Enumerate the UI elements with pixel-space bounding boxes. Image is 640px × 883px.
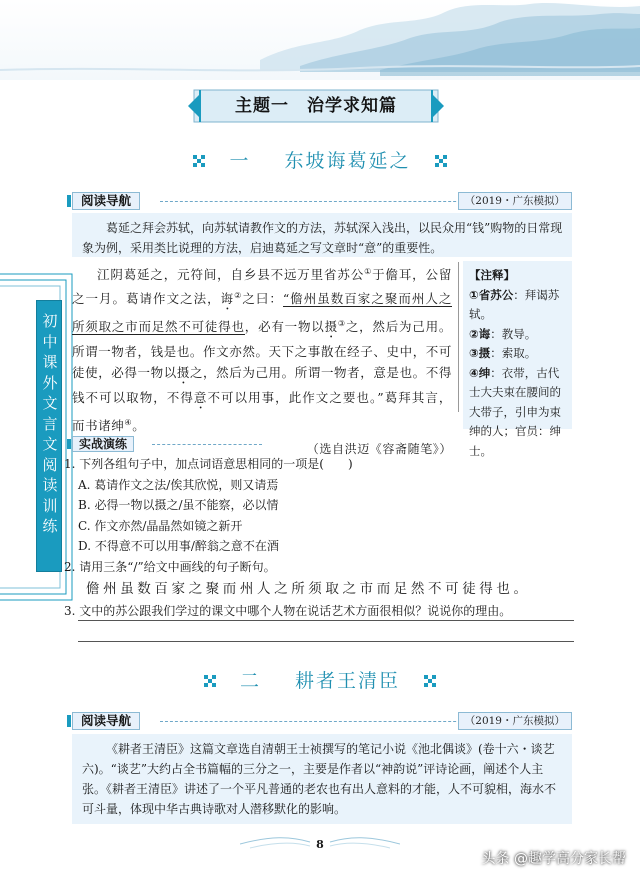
exercise-tag: 实战演练 <box>72 436 134 452</box>
answer-line[interactable] <box>78 641 574 642</box>
section-1-passage <box>72 261 452 460</box>
section-1-guide-header <box>72 192 572 210</box>
note-item: ④绅：衣带，古代士大夫束在腰间的大带子，引申为束绅的人；官员：绅士。 <box>469 365 561 458</box>
reading-guide-tag: 阅读导航 <box>72 192 140 210</box>
section-2-guide-box <box>72 734 572 824</box>
knot-ornament-icon <box>422 673 438 689</box>
passage-citation: （选自洪迈《容斋随笔》） <box>306 441 452 456</box>
section-2-name: 耕者王清臣 <box>295 670 401 692</box>
reading-guide-tag: 阅读导航 <box>72 712 140 730</box>
question-3: 3. 文中的苏公跟我们学过的课文中哪个人物在说话艺术方面很相似？说说你的理由。 <box>64 604 512 618</box>
watermark: 头条 @趣学高分家长帮 <box>481 851 626 867</box>
question-2-sentence: 儋州虽数百家之聚而州人之所须取之市而足然不可徒得也。 <box>86 581 531 597</box>
passage-notes-divider <box>458 262 459 412</box>
option-a: A. 葛请作文之法/俟其欣悦，则又请焉 <box>78 477 279 492</box>
note-item: ③摄：索取。 <box>469 346 537 360</box>
section-1-title <box>0 146 640 173</box>
top-mountain-decoration <box>0 0 640 80</box>
exercise-questions <box>64 454 574 622</box>
theme-title: 主题一 治学求知篇 <box>235 96 397 116</box>
section-2-guide-header <box>72 712 572 730</box>
knot-ornament-icon <box>433 153 449 169</box>
side-label-text: 初 中 课 外 文 言 文 阅 读 训 练 <box>42 312 58 535</box>
notes-title: 【注释】 <box>469 268 515 282</box>
section-1-guide-box <box>72 213 572 257</box>
underlined-sentence: “儋州虽数百家之聚而州人之所须取之市而足然不可徒得也 <box>72 291 452 335</box>
note-item: ①省苏公：拜谒苏轼。 <box>469 287 560 321</box>
theme-banner <box>188 86 444 126</box>
dashed-divider <box>160 201 476 202</box>
exercise-header <box>72 436 272 452</box>
side-label-bar <box>36 300 62 572</box>
note-item: ②诲：教导。 <box>469 326 537 341</box>
section-2-title <box>0 666 640 693</box>
question-1: 1. 下列各组句子中，加点词语意思相同的一项是( ) <box>64 457 353 471</box>
question-2: 2. 请用三条“/”给文中画线的句子断句。 <box>64 559 276 574</box>
answer-line[interactable] <box>78 620 574 621</box>
option-c: C. 作文亦然/晶晶然如镜之新开 <box>78 518 243 533</box>
option-b: B. 必得一物以摄之/虽不能察，必以情 <box>78 498 279 512</box>
section-2-number: 二 <box>239 670 261 692</box>
page-number: 8 <box>316 838 324 851</box>
knot-ornament-icon <box>202 673 218 689</box>
source-badge: （2019・广东模拟） <box>458 712 572 730</box>
section-1-name: 东坡诲葛延之 <box>284 150 411 172</box>
dashed-divider <box>160 721 476 722</box>
source-badge: （2019・广东模拟） <box>458 192 572 210</box>
guide-text: 《耕者王清臣》这篇文章选自清朝王士祯撰写的笔记小说《池北偶谈》(卷十六・谈艺六)。“谈艺”大约占全书篇幅的三分之一，主要是作者以“神韵说”评诗论画，阐述个人主张。《耕者王清臣》讲述了一个平凡普通的老农也有出人意料的才能，人不可貌相，海水不可斗量，体现中华古典诗歌对人潜移默化的影响。 <box>82 742 557 816</box>
dashed-divider <box>152 444 262 445</box>
option-d: D. 不得意不可以用事/醉翁之意不在酒 <box>78 539 279 553</box>
section-1-number: 一 <box>229 150 251 172</box>
passage-paragraph: 江阴葛延之，元符间，自乡县不远万里省苏公①于儋耳，公留之一月。葛请作文之法，诲②之曰：“儋州虽数百家之聚而州人之所须取之市而足然不可徒得也，必有一物以摄③之，然后为己用。所谓一物者，钱是也。作文亦然。天下之事散在经子、史中，不可徒使，必得一物以摄之，然后为己用。所谓一物者，意是也。不得钱不可以取物，不得意不可以用事，此作文之要也。”葛拜其言，而书诸绅④。 <box>72 267 452 434</box>
knot-ornament-icon <box>191 153 207 169</box>
guide-text: 葛延之拜会苏轼，向苏轼请教作文的方法，苏轼深入浅出，以民众用“钱”购物的日常现象为例，采用类比说理的方法，启迪葛延之写文章时“意”的重要性。 <box>82 221 563 255</box>
notes-box <box>463 261 572 458</box>
